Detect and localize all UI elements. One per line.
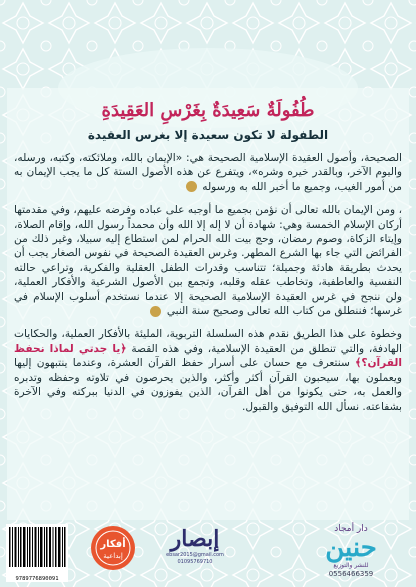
haneen-logo-sub: للنشر والتوزيع xyxy=(333,562,369,569)
ibsar-phone: 01095769710 xyxy=(177,559,213,565)
book-title: طُفُولَةٌ سَعِيدَةٌ بِغَرْسِ العَقِيدَةِ xyxy=(101,100,315,121)
book-subtitle: الطفولة لا تكون سعيدة إلا بغرس العقيدة xyxy=(87,128,329,142)
back-cover-text xyxy=(14,151,402,423)
ibsar-logo xyxy=(155,526,235,582)
haneen-logo-top: دار أمجاد xyxy=(334,524,368,534)
ibsar-logo-word: إبصار xyxy=(170,526,220,552)
paragraph-2-text: ، ومن الإيمان بالله تعالى أن نؤمن بجميع ما أوجبه على عباده وفرضه عليهم، وفي مقدمتها أركان الإسلام الخمسة وهي: شهادة أن لا إله إلا الله وأن محمداً رسول الله، وإقام الصلاة، وإيتاء الزكاة، وصوم رمضان، وحج بيت الله الحرام لمن استطاع إليه سبيلا، وغير ذلك من الفرائض التي جاء بها الشرع المطهر. وغرس العقيدة الصحيحة في نفوس الصغار يجب أن يحدث بطريقة هادئة وجميلة؛ تتناسب وقدرات الطفل العقلية والفكرية، وتراعي حالته النفسية والعاطفية، وتخاطب عقله وقلبه، وتجمع بين الأصول الشرعية والأفكار العملية، ولن ننجح في غرس العقيدة الإسلامية الصحيحة إلا عندما نستخدم أسلوب الإسلام في غرسها؛ فننطلق من كتاب الله تعالى وصحيح سنة النبي xyxy=(14,204,402,318)
paragraph-2 xyxy=(14,203,402,318)
haneen-logo xyxy=(296,524,406,584)
pbuh-seal-icon xyxy=(150,306,161,317)
story-title-highlight: ﴿يا جدتي لماذا نحفظ القرآن؟﴾ xyxy=(14,342,402,370)
afkar-logo xyxy=(83,525,143,583)
afkar-badge-icon xyxy=(90,525,136,571)
afkar-logo-word: أفكار xyxy=(100,539,126,550)
footer xyxy=(0,522,416,587)
paragraph-1-text: الصحيحة، وأصول العقيدة الإسلامية الصحيحة هي: «الإيمان بالله، وملائكته، وكتبه، ورسله، واليوم الآخر، وبالقدر خيره وشره»، ويتفرع عن هذه الأصول الستة كل ما يجب الإيمان به من أمور الغيب، وجميع ما أخبر الله به ورسوله xyxy=(14,152,402,193)
paragraph-3 xyxy=(14,327,402,413)
haneen-logo-word: حنين xyxy=(325,533,377,563)
pbuh-seal-icon xyxy=(186,181,197,192)
barcode-bars-icon xyxy=(6,524,68,572)
paragraph-3-after: سنتعرف مع حسان على أسرار حفظ القرآن العشرة، وعندما ينتبهون إليها ويعملون بها، سيحبون القرآن أكثر وأكثر، والذين يحرصون في تلاوته وحفظه وتدبره والعمل به، حتى يكونوا من أهل القرآن، الذين يفوزون في الدنيا ببركته وفي الآخرة بشفاعته. نسأل الله التوفيق والقبول. xyxy=(14,357,402,413)
afkar-logo-line: إبداعية xyxy=(103,552,123,560)
ibsar-email: ebsar2015@gmail.com xyxy=(166,552,224,558)
paragraph-3-text: وخطوة على هذا الطريق نقدم هذه السلسلة التربوية، المليئة بالأفكار العملية، والحكايات الهادفة، والتي تنطلق من العقيدة الإسلامية، وفي هذه القصة xyxy=(14,328,402,355)
barcode xyxy=(6,524,68,582)
haneen-phone: 0556466359 xyxy=(328,570,374,578)
paragraph-1 xyxy=(14,151,402,194)
barcode-number: 9789776890091 xyxy=(15,576,59,582)
